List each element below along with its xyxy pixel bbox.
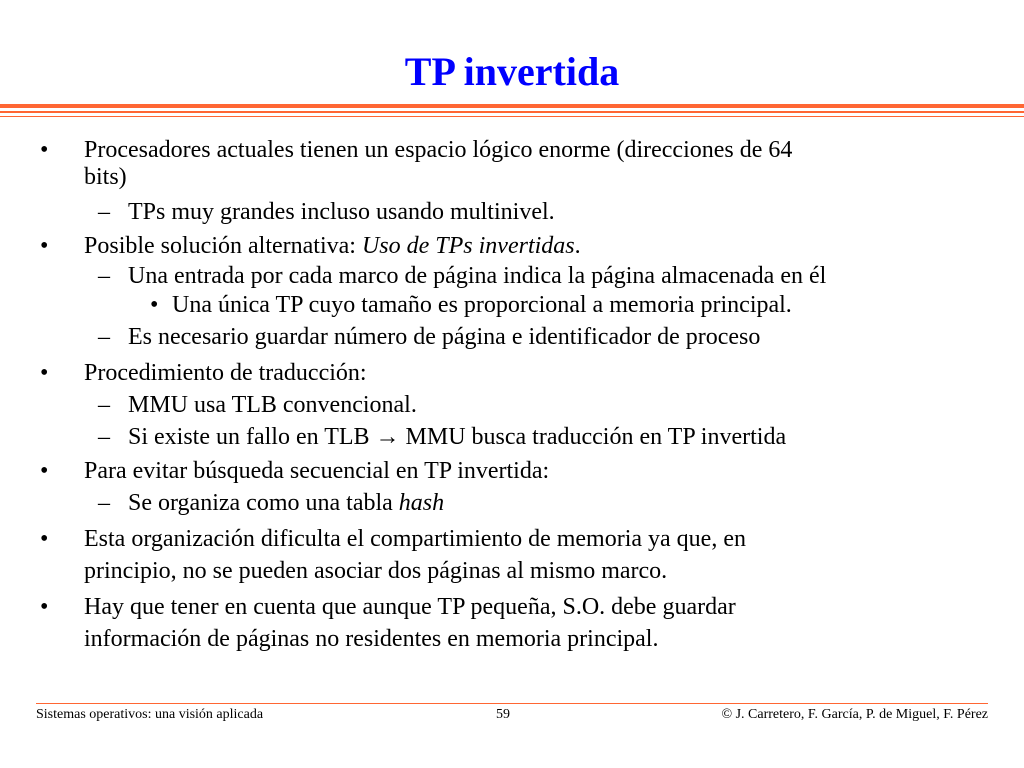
bullet-text-cont: bits) [84,164,127,190]
bullet-marker: • [40,526,49,552]
bullet-text: Procesadores actuales tienen un espacio lógico enorme (direcciones de 64 [84,137,793,163]
sub-bullet-text-italic: hash [398,490,445,516]
bullet-marker: • [40,458,49,484]
title-rule-thin-2 [0,116,1024,117]
bullet-text: Para evitar búsqueda secuencial en TP invertida: [84,458,550,484]
dash-marker: – [98,199,110,225]
subsub-bullet-text: Una única TP cuyo tamaño es proporcional a memoria principal. [172,292,792,318]
sub-bullet-text: Una entrada por cada marco de página indica la página almacenada en él [128,263,827,289]
footer-right-text: © J. Carretero, F. García, P. de Miguel, F. Pérez [721,707,988,722]
dash-marker: – [98,424,110,450]
bullet-text-cont: principio, no se pueden asociar dos páginas al mismo marco. [84,558,668,584]
bullet-text: Esta organización dificulta el compartimiento de memoria ya que, en [84,526,746,552]
bullet-text: Hay que tener en cuenta que aunque TP pequeña, S.O. debe guardar [84,594,736,620]
footer-rule [36,703,988,704]
sub-bullet-text: TPs muy grandes incluso usando multinivel. [128,199,555,225]
title-rule-thick [0,104,1024,108]
bullet-text-plain: Posible solución alternativa: [84,233,362,259]
footer-left-text: Sistemas operativos: una visión aplicada [36,707,264,722]
sub-bullet-text [128,488,444,518]
bullet-marker: • [40,594,49,620]
dash-marker: – [98,324,110,350]
sub-bullet-text-plain: Se organiza como una tabla [128,490,399,516]
title-rule-thin-1 [0,111,1024,113]
subsub-marker: • [150,292,159,318]
slide-title: TP invertida [404,49,620,94]
footer-page-number: 59 [496,707,510,722]
bullet-marker: • [40,360,49,386]
sub-bullet-text: Es necesario guardar número de página e identificador de proceso [128,324,761,350]
bullet-text-cont: información de páginas no residentes en memoria principal. [84,626,659,652]
sub-bullet-text: Si existe un fallo en TLB → MMU busca traducción en TP invertida [128,424,787,450]
dash-marker: – [98,263,110,289]
bullet-text [84,231,581,261]
bullet-text-italic: Uso de TPs invertidas [361,233,575,259]
dash-marker: – [98,392,110,418]
dash-marker: – [98,490,110,516]
bullet-marker: • [40,233,49,259]
sub-bullet-text: MMU usa TLB convencional. [128,392,417,418]
bullet-marker: • [40,137,49,163]
bullet-text-after: . [574,233,581,259]
bullet-text: Procedimiento de traducción: [84,360,367,386]
